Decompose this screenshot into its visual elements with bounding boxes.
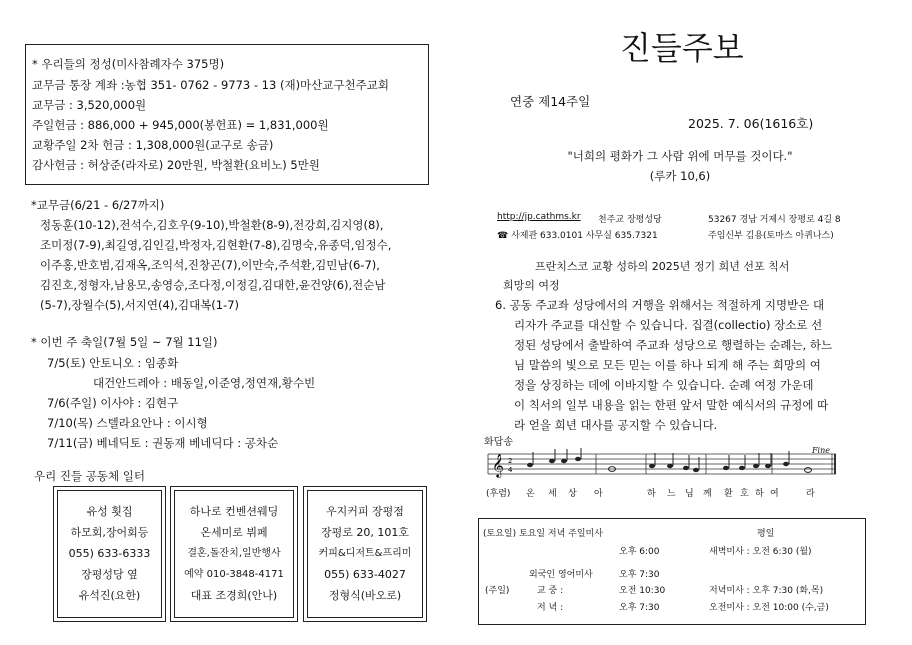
hymn-lyric: 느 bbox=[667, 489, 676, 499]
shop-phone: 055) 633-4027 bbox=[324, 568, 406, 581]
dues-line: 이주홍,반호범,김재옥,조익석,진창곤(7),이만숙,주석환,김민남(6-7), bbox=[40, 258, 380, 272]
mass-header-right: 평일 bbox=[757, 529, 775, 539]
article-subtitle: 희망의 여정 bbox=[503, 279, 560, 292]
shop-line: 결혼,돌잔치,일반행사 bbox=[187, 548, 281, 559]
offering-line: 교무금 : 3,520,000원 bbox=[32, 98, 147, 112]
offering-box bbox=[25, 44, 429, 185]
article-line: 6. 공동 주교좌 성당에서의 거행을 위해서는 적절하게 지명받은 대 bbox=[495, 298, 825, 312]
hymn-lyric: 아 bbox=[594, 489, 603, 499]
mass-foreign-time: 오후 7:30 bbox=[619, 570, 660, 580]
hymn-lyric: 환 bbox=[724, 489, 733, 499]
dues-line: 김진호,정형자,남용모,송영승,조다정,이정길,김대한,윤건양(6),전순남 bbox=[40, 278, 386, 292]
shop-line: 장평로 20, 101호 bbox=[321, 526, 409, 539]
parish-priest: 주임신부 김용(토마스 아퀴나스) bbox=[708, 231, 834, 241]
hymn-lyric: 온 bbox=[526, 489, 535, 499]
offering-line: 주일헌금 : 886,000 + 945,000(봉헌표) = 1,831,000원 bbox=[32, 118, 329, 132]
bulletin-title: 진들주보 bbox=[620, 29, 744, 67]
hymn-lyric: 님 bbox=[685, 489, 694, 499]
parish-url[interactable]: http://jp.cathms.kr bbox=[497, 212, 581, 222]
hymn-lyric: 라 bbox=[806, 489, 815, 499]
hymn-fine: Fine bbox=[812, 446, 830, 455]
article-line: 정된 성당에서 출발하여 주교좌 성당으로 행렬하는 순례는, 하느 bbox=[514, 338, 833, 352]
issue-date: 2025. 7. 06(1616호) bbox=[688, 116, 814, 131]
svg-text:2: 2 bbox=[508, 457, 513, 465]
svg-text:𝄞: 𝄞 bbox=[492, 453, 504, 477]
feasts-heading: * 이번 주 축일(7월 5일 ~ 7월 11일) bbox=[31, 335, 218, 349]
dues-line: 정동훈(10-12),전석수,김호우(9-10),박철환(8-9),전강희,김지영(8), bbox=[40, 218, 384, 232]
shop-owner: 유석진(요한) bbox=[78, 589, 141, 602]
mass-evening: 저녁미사 : 오후 7:30 (화,목) bbox=[709, 586, 824, 596]
parish-phone: ☎ 사제관 633.0101 사무실 635.7321 bbox=[497, 231, 658, 241]
shop-line: 온세미로 뷔페 bbox=[200, 526, 268, 539]
quote-ref: (루카 10,6) bbox=[649, 169, 711, 183]
music-staff bbox=[486, 448, 838, 506]
hymn-refrain: (후렴) bbox=[486, 489, 511, 499]
mass-sat-time: 오후 6:00 bbox=[619, 547, 660, 557]
offering-line: 교황주일 2차 헌금 : 1,308,000원(교구로 송금) bbox=[32, 138, 274, 152]
mass-row2-label: 저 녁 : bbox=[537, 603, 564, 613]
mass-foreign-label: 외국인 영어미사 bbox=[529, 570, 593, 580]
shop-name: 우지커피 장평점 bbox=[326, 505, 404, 518]
feast-line: 7/6(주일) 이사야 : 김현구 bbox=[47, 396, 179, 410]
shop-line: 커피&디저트&프리미 bbox=[318, 548, 412, 559]
article-title: 프란치스코 교황 성하의 2025년 정기 희년 선포 칙서 bbox=[535, 260, 790, 273]
offering-line: 교무금 통장 계좌 :농협 351- 0762 - 9773 - 13 (재)마산교구천주교회 bbox=[32, 78, 389, 92]
dues-line: 조미정(7-9),최길영,김인길,박정자,김현환(7-8),김명숙,유종덕,임정수, bbox=[40, 238, 392, 252]
article-line: 이 칙서의 일부 내용을 읽는 한편 앞서 말한 예식서의 규정에 따 bbox=[514, 398, 829, 412]
hymn-lyric: 세 bbox=[548, 489, 557, 499]
article-line: 정을 상징하는 데에 이바지할 수 있습니다. 순례 여정 가운데 bbox=[514, 378, 814, 392]
hymn-lyric: 하 bbox=[647, 489, 656, 499]
offering-heading: * 우리들의 정성(미사참례자수 375명) bbox=[32, 57, 225, 71]
dues-line: (5-7),장월수(5),서지연(4),김대복(1-7) bbox=[40, 298, 240, 312]
article-line: 님 말씀의 빛으로 모든 믿는 이를 하나 되게 해 주는 희망의 여 bbox=[514, 358, 821, 372]
shop-box-3 bbox=[303, 486, 427, 622]
hymn-lyric: 상 bbox=[568, 489, 577, 499]
feast-line: 대건안드레아 : 배동일,이준영,정연재,황수빈 bbox=[93, 376, 316, 390]
mass-row2-time: 오후 7:30 bbox=[619, 603, 660, 613]
shop-name: 하나로 컨벤션웨딩 bbox=[189, 505, 279, 518]
mass-row1-time: 오전 10:30 bbox=[619, 586, 666, 596]
hymn-lyric: 께 bbox=[703, 489, 712, 499]
shop-owner: 정형식(바오로) bbox=[328, 589, 402, 602]
hymn-lyric: 호 bbox=[740, 489, 749, 499]
article-line: 리자가 주교를 대신할 수 있습니다. 집결(collectio) 장소로 선 bbox=[514, 318, 823, 332]
feast-line: 7/5(토) 안토니오 : 임종화 bbox=[47, 356, 179, 370]
shop-box-2 bbox=[170, 486, 298, 622]
quote: "너희의 평화가 그 사람 위에 머무를 것이다." bbox=[567, 149, 793, 163]
mass-sunday-label: (주일) bbox=[485, 586, 510, 596]
mass-header-left: (토요일) 토요일 저녁 주일미사 bbox=[483, 529, 603, 539]
dues-heading: *교무금(6/21 - 6/27까지) bbox=[31, 198, 165, 212]
mass-dawn: 새벽미사 : 오전 6:30 (월) bbox=[709, 547, 812, 557]
shop-box-1 bbox=[53, 486, 166, 622]
svg-text:4: 4 bbox=[508, 466, 513, 474]
shop-line: 장평성당 옆 bbox=[81, 568, 138, 581]
hymn-label: 화답송 bbox=[484, 437, 513, 448]
shop-owner: 대표 조경희(안나) bbox=[190, 589, 278, 602]
parish-name: 천주교 장평성당 bbox=[598, 215, 662, 225]
shop-line: 하모회,장어회등 bbox=[70, 526, 149, 539]
shop-phone: 055) 633-6333 bbox=[68, 547, 151, 560]
hymn-lyric: 여 bbox=[770, 489, 779, 499]
sunday-label: 연중 제14주일 bbox=[510, 94, 591, 109]
article-line: 라 얻을 희년 대사를 공지할 수 있습니다. bbox=[514, 418, 718, 432]
offering-line: 감사헌금 : 허상준(라자로) 20만원, 박철환(요비노) 5만원 bbox=[32, 158, 320, 172]
shop-name: 유성 횟집 bbox=[86, 505, 133, 518]
hymn-lyric: 하 bbox=[755, 489, 764, 499]
shop-phone: 예약 010-3848-4171 bbox=[184, 569, 284, 580]
mass-schedule-box bbox=[478, 518, 866, 625]
mass-morning: 오전미사 : 오전 10:00 (수,금) bbox=[709, 603, 829, 613]
feast-line: 7/10(목) 스텔라요안나 : 이시형 bbox=[47, 416, 208, 430]
community-title: 우리 진들 공동체 일터 bbox=[34, 469, 145, 483]
mass-row1-label: 교 중 : bbox=[537, 586, 564, 596]
parish-address: 53267 경남 거제시 장평로 4길 8 bbox=[708, 215, 841, 225]
feast-line: 7/11(금) 베네딕토 : 권동재 베네딕다 : 공차순 bbox=[47, 436, 279, 450]
